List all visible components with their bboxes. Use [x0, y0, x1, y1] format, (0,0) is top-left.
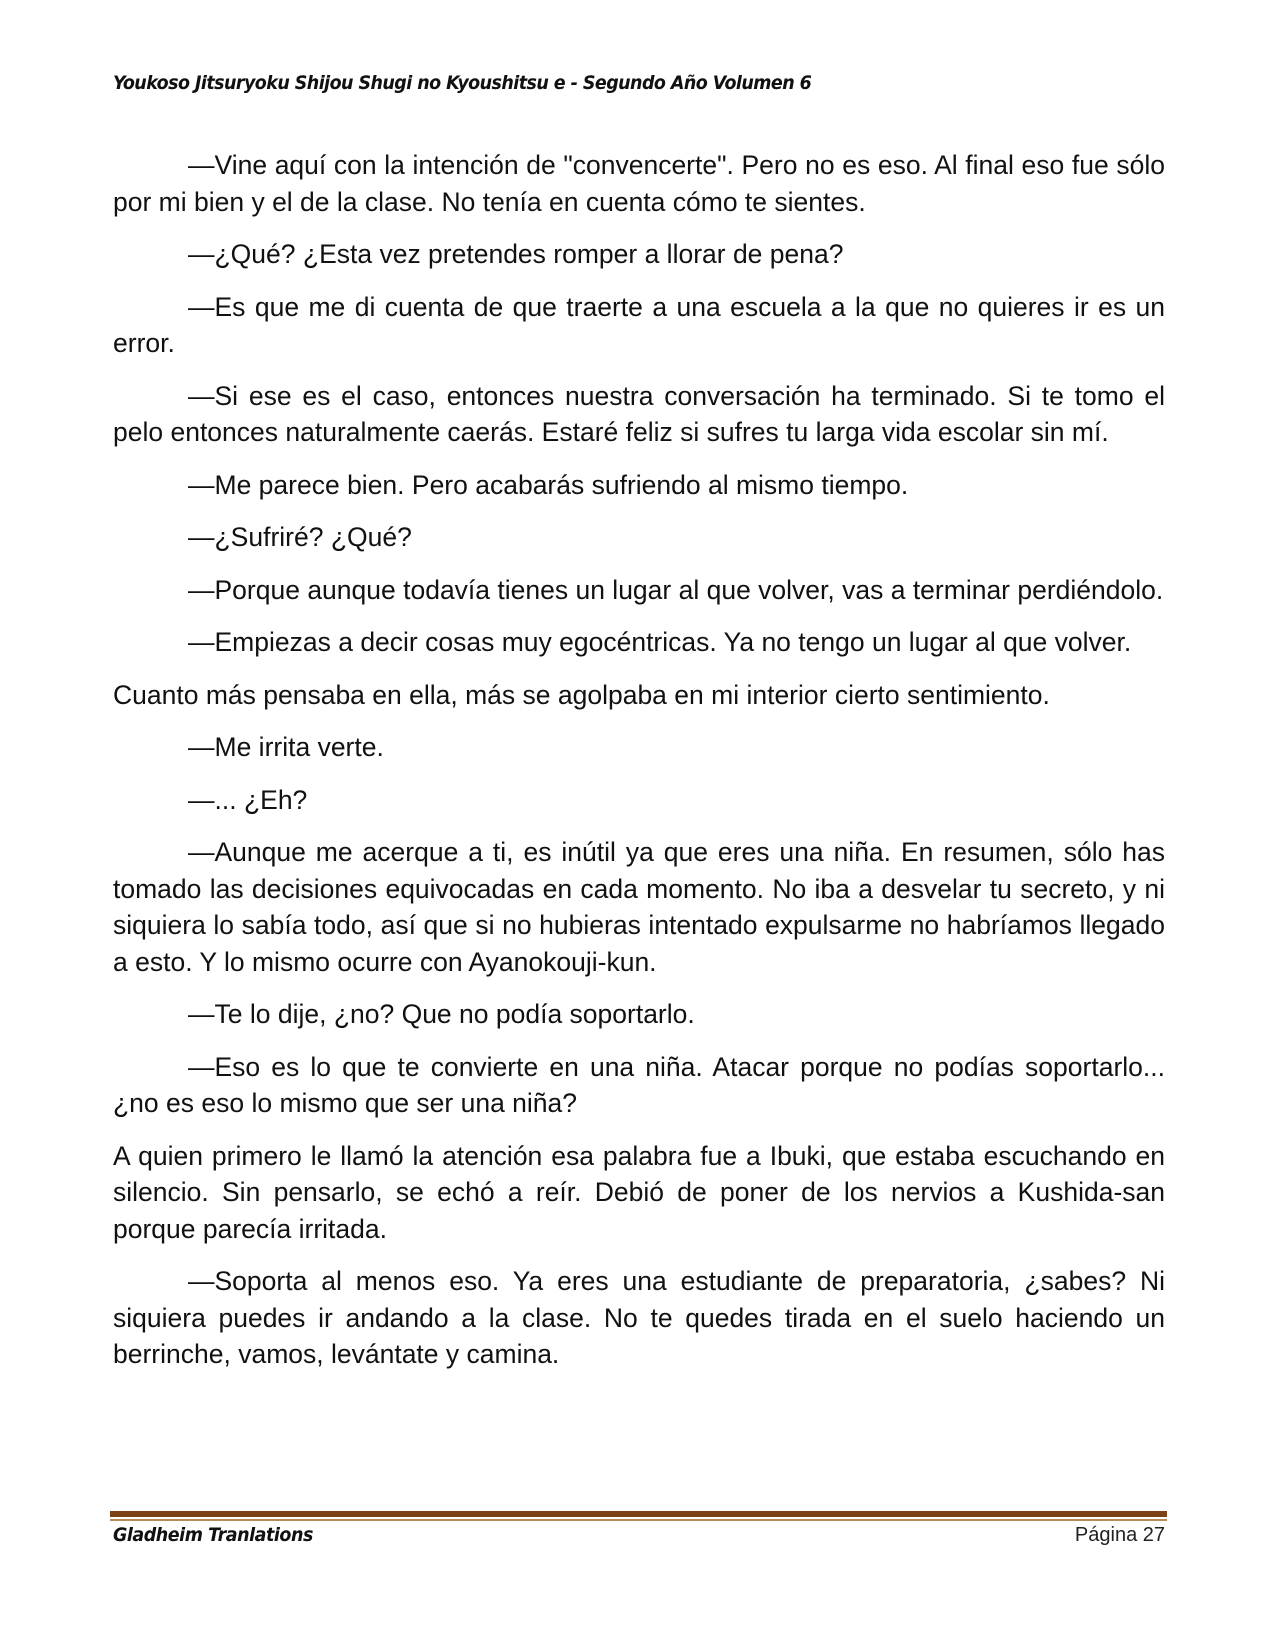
paragraph: —Aunque me acerque a ti, es inútil ya que eres una niña. En resumen, sólo has tomado las decisiones equivocadas en cada momento. No iba a desvelar tu secreto, y ni siquiera lo sabía todo, así que si no hubieras intentado expulsarme no habríamos llegado a esto. Y lo mismo ocurre con Ayanokouji-kun. — [113, 837, 1165, 977]
paragraph: —Es que me di cuenta de que traerte a una escuela a la que no quieres ir es un error. — [113, 291, 1165, 358]
paragraph: —¿Sufriré? ¿Qué? — [188, 522, 412, 552]
document-body — [113, 147, 1165, 1389]
paragraph: —Eso es lo que te convierte en una niña. Atacar porque no podías soportarlo... ¿no es eso lo mismo que ser una niña? — [113, 1051, 1165, 1118]
paragraph: —¿Qué? ¿Esta vez pretendes romper a llorar de pena? — [188, 239, 844, 269]
footer-divider — [110, 1511, 1167, 1521]
page-header-title: Youkoso Jitsuryoku Shijou Shugi no Kyoushitsu e - Segundo Año Volumen 6 — [113, 72, 812, 94]
paragraph: —Porque aunque todavía tienes un lugar al que volver, vas a terminar perdiéndolo. — [188, 574, 1164, 605]
paragraph: —Te lo dije, ¿no? Que no podía soportarlo. — [188, 999, 695, 1029]
footer-divider-thin — [110, 1519, 1167, 1521]
paragraph: —... ¿Eh? — [188, 784, 308, 815]
paragraph: Cuanto más pensaba en ella, más se agolpaba en mi interior cierto sentimiento. — [113, 679, 1050, 710]
footer-credit: Gladheim Tranlations — [113, 1524, 313, 1546]
paragraph: —Me irrita verte. — [188, 732, 384, 762]
paragraph: —Si ese es el caso, entonces nuestra conversación ha terminado. Si te tomo el pelo entonces naturalmente caerás. Estaré feliz si sufres tu larga vida escolar sin mí. — [113, 380, 1165, 447]
paragraph: —Me parece bien. Pero acabarás sufriendo al mismo tiempo. — [188, 469, 909, 500]
paragraph: —Empiezas a decir cosas muy egocéntricas. Ya no tengo un lugar al que volver. — [188, 627, 1132, 657]
paragraph: —Soporta al menos eso. Ya eres una estudiante de preparatoria, ¿sabes? Ni siquiera puedes ir andando a la clase. No te quedes tirada en el suelo haciendo un berrinche, vamos, levántate y camina. — [113, 1266, 1165, 1369]
paragraph: —Vine aquí con la intención de "convencerte". Pero no es eso. Al final eso fue sólo por mi bien y el de la clase. No tenía en cuenta cómo te sientes. — [113, 150, 1165, 217]
page-number: Página 27 — [1074, 1524, 1165, 1546]
paragraph: A quien primero le llamó la atención esa palabra fue a Ibuki, que estaba escuchando en silencio. Sin pensarlo, se echó a reír. Debió de poner de los nervios a Kushida-san porque parecía irritada. — [113, 1140, 1165, 1244]
